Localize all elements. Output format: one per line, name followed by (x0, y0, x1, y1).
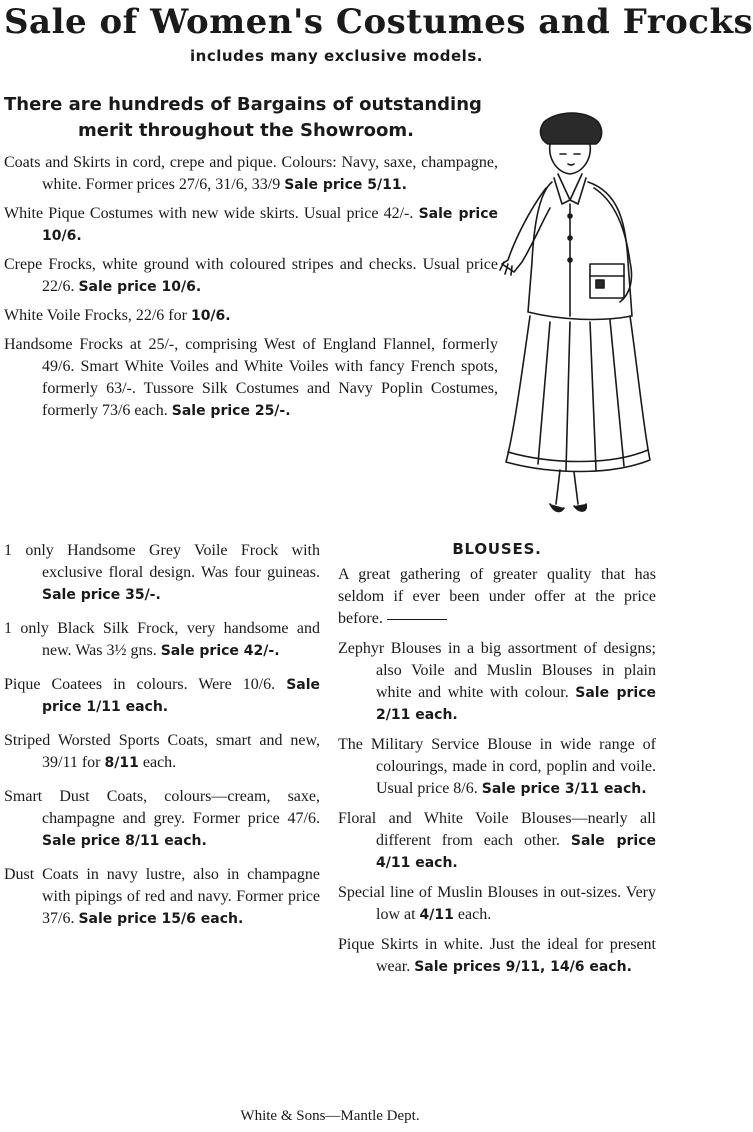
list-item (4, 674, 320, 718)
sale-price: Sale price 1/11 each. (42, 677, 321, 715)
list-item (4, 305, 498, 327)
item-text: Zephyr Blouses in a big assortment of designs; also Voile and Muslin Blouses in plain white and white with colour. (338, 640, 656, 701)
sale-price: Sale price 25/-. (171, 403, 291, 419)
list-item (4, 730, 320, 774)
list-item (338, 638, 656, 726)
sale-price: Sale price 15/6 each. (78, 911, 244, 927)
sale-price: Sale price 4/11 each. (376, 833, 657, 871)
list-item (4, 334, 498, 422)
item-text: Handsome Frocks at 25/-, comprising West of England Flannel, formerly 49/6. Smart White Voiles and White Voiles with fancy French spots, formerly 63/-. Tussore Silk Costumes and Navy Poplin Costumes, formerly 73/6 each. (4, 336, 498, 419)
sale-price: 4/11 (419, 907, 454, 923)
list-item (338, 734, 656, 800)
sale-price: 10/6. (190, 308, 231, 324)
blouses-intro-text: A great gathering of greater quality that has seldom if ever been under offer at the price before. (338, 566, 656, 627)
item-text: 1 only Handsome Grey Voile Frock with exclusive floral design. Was four guineas. (4, 542, 320, 581)
intro-line-1: There are hundreds of Bargains of outstanding (4, 94, 482, 115)
top-items-list (4, 152, 498, 429)
ad-footer: White & Sons—Mantle Dept. (240, 1108, 420, 1124)
item-text: Coats and Skirts in cord, crepe and pique. Colours: Navy, saxe, champagne, white. Former prices 27/6, 31/6, 33/9 (4, 154, 498, 193)
intro-line-2: merit throughout the Showroom. (78, 120, 414, 141)
sale-price: Sale price 10/6. (78, 279, 202, 295)
item-text: Striped Worsted Sports Coats, smart and new, 39/11 for (4, 732, 320, 771)
item-text: Dust Coats in navy lustre, also in champagne with pipings of red and navy. Former price 37/6. (4, 866, 320, 927)
item-text: Pique Coatees in colours. Were 10/6. (4, 676, 276, 693)
item-text: Pique Skirts in white. Just the ideal for present wear. (338, 936, 656, 975)
list-item (4, 618, 320, 662)
item-text: Special line of Muslin Blouses in out-sizes. Very low at (338, 884, 656, 923)
list-item (4, 203, 498, 247)
list-item (338, 808, 656, 874)
item-text: Floral and White Voile Blouses—nearly all different from each other. (338, 810, 656, 849)
list-item (338, 934, 656, 978)
item-tail: each. (457, 906, 492, 923)
divider (387, 619, 447, 620)
item-text: White Pique Costumes with new wide skirts. Usual price 42/-. (4, 205, 414, 222)
list-item (4, 864, 320, 930)
intro-text (4, 92, 504, 144)
item-text: White Voile Frocks, 22/6 for (4, 307, 187, 324)
list-item (4, 540, 320, 606)
sale-price: Sale price 35/-. (42, 587, 161, 603)
sale-price: Sale price 2/11 each. (376, 685, 657, 723)
ad-headline: Sale of Women's Costumes and Frocks (4, 2, 753, 42)
item-text: 1 only Black Silk Frock, very handsome and new. Was 3½ gns. (4, 620, 320, 659)
item-text: Smart Dust Coats, colours—cream, saxe, champagne and grey. Former price 47/6. (4, 788, 320, 827)
item-tail: each. (142, 754, 177, 771)
hat-icon (541, 113, 602, 144)
list-item (4, 254, 498, 298)
blouses-intro (338, 564, 656, 630)
list-item (4, 152, 498, 196)
woman-costume-illustration (500, 112, 658, 520)
list-item (4, 786, 320, 852)
list-item (338, 882, 656, 926)
sale-price: Sale price 3/11 each. (481, 781, 647, 797)
blouses-column (338, 540, 656, 986)
sale-price: 8/11 (104, 755, 139, 771)
ad-subheadline: includes many exclusive models. (190, 47, 483, 65)
sale-price: Sale price 5/11. (284, 177, 407, 193)
item-text: The Military Service Blouse in wide range of colourings, made in cord, poplin and voile. Usual price 8/6. (338, 736, 656, 797)
blouses-heading: BLOUSES. (452, 540, 542, 558)
item-text: Crepe Frocks, white ground with coloured stripes and checks. Usual price 22/6. (4, 256, 498, 295)
left-column (4, 540, 320, 942)
sale-price: Sale price 42/-. (160, 643, 280, 659)
sale-price: Sale prices 9/11, 14/6 each. (414, 959, 632, 975)
sale-price: Sale price 10/6. (42, 206, 499, 244)
sale-price: Sale price 8/11 each. (42, 833, 207, 849)
